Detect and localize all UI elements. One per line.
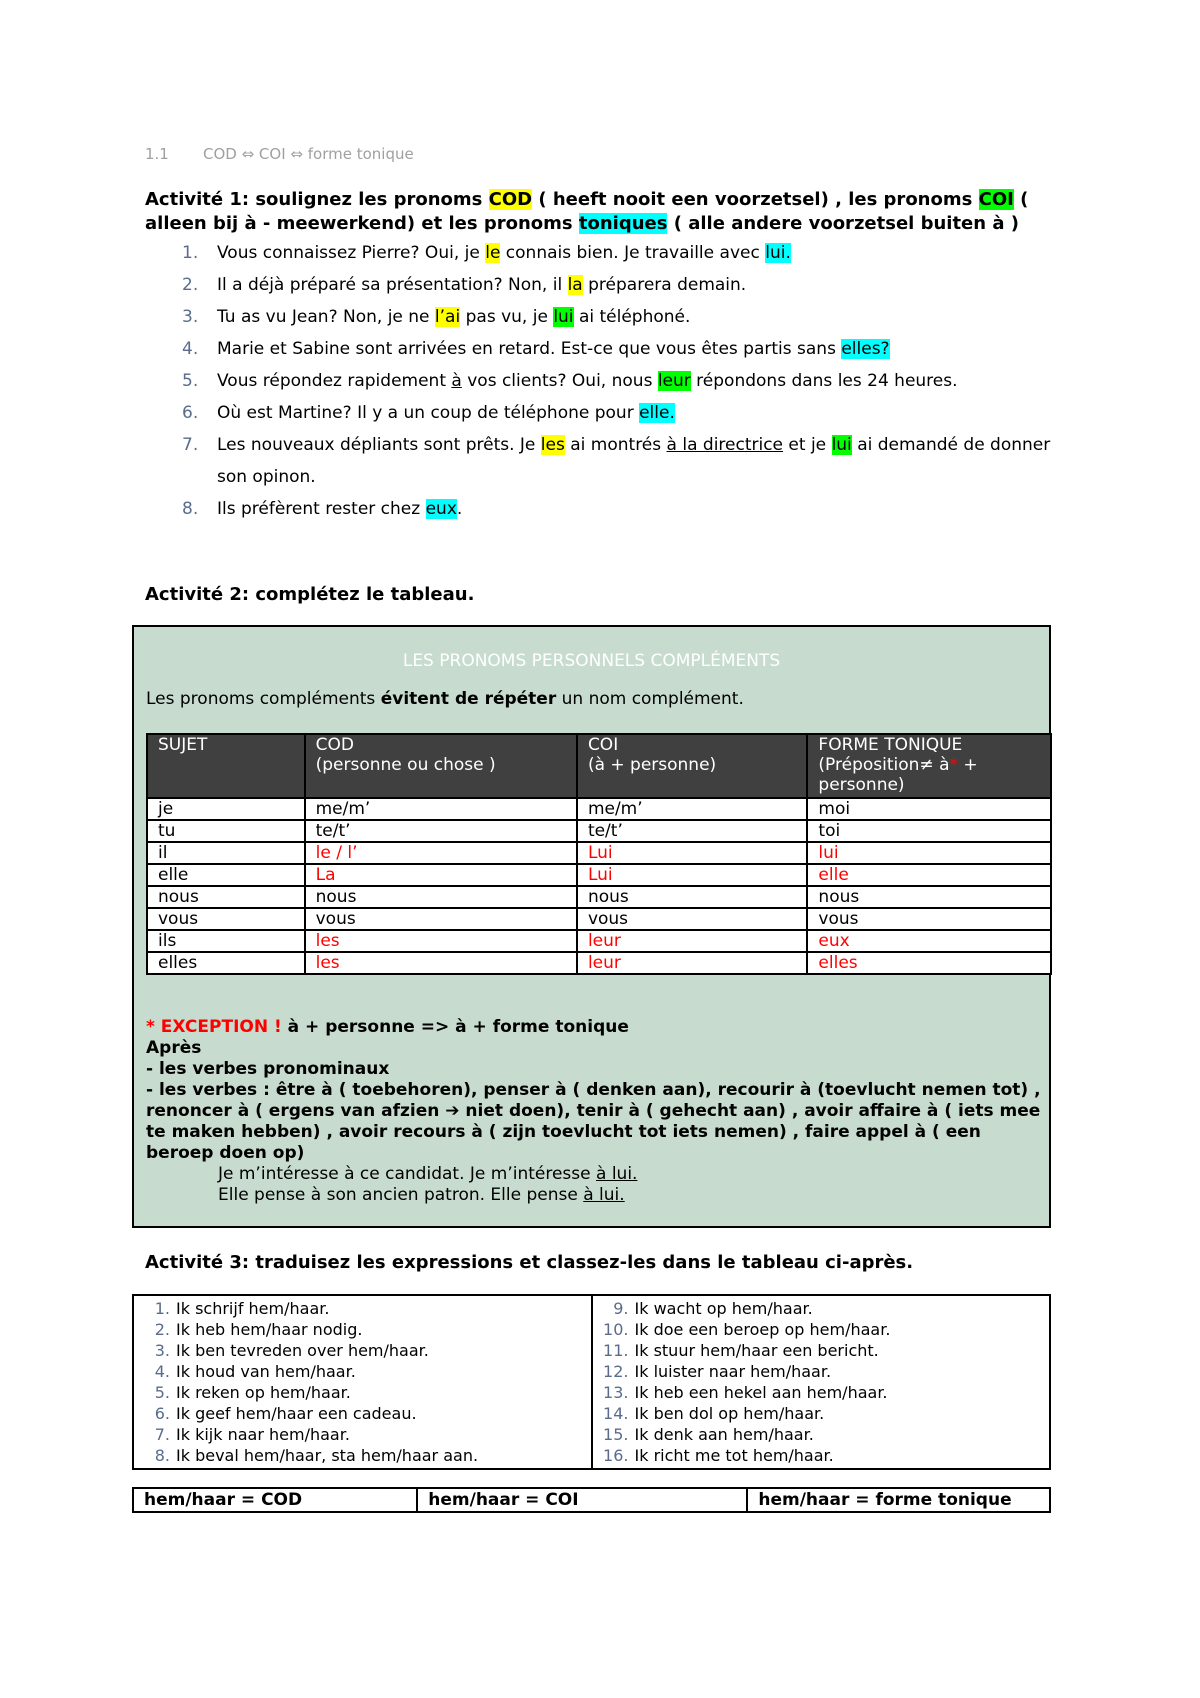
exception-apres: Après — [146, 1038, 202, 1058]
highlight-tonique: elle. — [639, 403, 675, 423]
item-number: 4. — [182, 339, 199, 359]
list-item — [144, 1382, 583, 1403]
header-text: COI — [587, 735, 619, 755]
example-text: Elle pense à son ancien patron. Elle pense — [218, 1185, 584, 1205]
list-item — [145, 397, 1075, 429]
cell-tonique: lui — [807, 842, 1051, 864]
category-cod: hem/haar = COD — [133, 1488, 417, 1512]
cell-cod: les — [305, 952, 577, 974]
item-text: Ik geef hem/haar een cadeau. — [176, 1404, 417, 1423]
header-subtext: (à + personne) — [587, 755, 717, 775]
instr-highlight-toniques: toniques — [578, 213, 668, 234]
instr-text: Activité 1: soulignez les pronoms — [145, 189, 489, 210]
intro-text: Les pronoms compléments — [146, 689, 381, 709]
header-subtext — [818, 755, 1040, 775]
table-row — [147, 886, 1051, 908]
table-row — [147, 842, 1051, 864]
cell-tonique: eux — [807, 930, 1051, 952]
item-text: ai demandé de donner son opinon. — [217, 435, 1051, 487]
item-number: 5. — [182, 371, 199, 391]
cell-coi: Lui — [577, 842, 807, 864]
header-text: SUJET — [158, 735, 208, 755]
list-item — [603, 1403, 1042, 1424]
cell-cod: nous — [305, 886, 577, 908]
list-item — [603, 1298, 1042, 1319]
header-forme-tonique — [807, 734, 1051, 798]
cell-sujet: elles — [147, 952, 305, 974]
item-text: Ik ben tevreden over hem/haar. — [176, 1341, 429, 1360]
cell-cod: La — [305, 864, 577, 886]
list-item — [145, 237, 1075, 269]
item-number: 8. — [154, 1446, 170, 1465]
item-text: Ik heb hem/haar nodig. — [176, 1320, 363, 1339]
header-text: FORME TONIQUE — [818, 735, 963, 755]
highlight-cod: l’ai — [434, 307, 461, 327]
item-number: 10. — [603, 1320, 629, 1339]
highlight-coi: lui — [831, 435, 852, 455]
header-subtext: (personne ou chose ) — [315, 755, 496, 775]
item-number: 6. — [182, 403, 199, 423]
list-item — [603, 1382, 1042, 1403]
item-number: 11. — [603, 1341, 629, 1360]
cell-sujet: il — [147, 842, 305, 864]
item-text: Ik reken op hem/haar. — [176, 1383, 351, 1402]
item-number: 9. — [613, 1299, 629, 1318]
activity1-list — [145, 237, 1075, 525]
cell-cod: le / l’ — [305, 842, 577, 864]
item-text: Où est Martine? Il y a un coup de téléphone pour — [217, 403, 640, 423]
item-text: Les nouveaux dépliants sont prêts. Je — [217, 435, 541, 455]
cell-coi: leur — [577, 930, 807, 952]
header-subtext: personne) — [818, 775, 905, 795]
list-item — [144, 1424, 583, 1445]
activity3-title: Activité 3: traduisez les expressions et classez-les dans le tableau ci-après. — [145, 1252, 914, 1273]
expressions-left-column — [133, 1295, 592, 1469]
item-text: Ik stuur hem/haar een bericht. — [634, 1341, 879, 1360]
instr-highlight-cod: COD — [488, 189, 533, 210]
example-line — [146, 1185, 1041, 1206]
table-row — [133, 1488, 1050, 1512]
item-number: 13. — [603, 1383, 629, 1402]
item-text: répondons dans les 24 heures. — [690, 371, 958, 391]
item-text: Vous répondez rapidement — [217, 371, 452, 391]
item-text: ai téléphoné. — [573, 307, 691, 327]
cell-coi: nous — [577, 886, 807, 908]
highlight-tonique: lui. — [765, 243, 791, 263]
highlight-cod: la — [567, 275, 583, 295]
item-number: 7. — [182, 435, 199, 455]
pronouns-box — [132, 625, 1051, 1228]
table-row — [147, 798, 1051, 820]
item-text: Ik beval hem/haar, sta hem/haar aan. — [176, 1446, 479, 1465]
item-number: 3. — [182, 307, 199, 327]
exception-rule — [146, 1017, 1041, 1038]
section-number: 1.1 — [145, 145, 169, 163]
cell-coi: vous — [577, 908, 807, 930]
highlight-tonique: eux — [425, 499, 457, 519]
item-text: . — [456, 499, 463, 519]
list-item — [145, 301, 1075, 333]
section-title: COD ⇔ COI ⇔ forme tonique — [203, 145, 414, 163]
table-row — [147, 864, 1051, 886]
list-item — [145, 333, 1075, 365]
category-coi: hem/haar = COI — [417, 1488, 747, 1512]
exception-line: - les verbes pronominaux — [146, 1059, 390, 1079]
list-item — [144, 1340, 583, 1361]
highlight-coi: lui — [553, 307, 574, 327]
exception-note — [146, 1017, 1041, 1206]
cell-tonique: nous — [807, 886, 1051, 908]
list-item — [603, 1445, 1042, 1466]
list-item — [144, 1319, 583, 1340]
item-text: Ik luister naar hem/haar. — [634, 1362, 832, 1381]
item-text: Il a déjà préparé sa présentation? Non, il — [217, 275, 568, 295]
cell-sujet: elle — [147, 864, 305, 886]
cell-coi: Lui — [577, 864, 807, 886]
item-number: 15. — [603, 1425, 629, 1444]
item-number: 4. — [154, 1362, 170, 1381]
item-number: 2. — [182, 275, 199, 295]
table-row — [147, 820, 1051, 842]
list-item — [144, 1403, 583, 1424]
item-text: pas vu, je — [460, 307, 554, 327]
instr-text: ( alleen bij à - meewerkend) et les pronoms — [145, 189, 1029, 234]
exception-rule-text: à + personne => à + forme tonique — [281, 1017, 629, 1037]
cell-tonique: moi — [807, 798, 1051, 820]
cell-sujet: je — [147, 798, 305, 820]
exception-line — [146, 1080, 1041, 1164]
item-number: 5. — [154, 1383, 170, 1402]
item-text: Ik denk aan hem/haar. — [634, 1425, 814, 1444]
cell-cod: les — [305, 930, 577, 952]
item-text: Ik schrijf hem/haar. — [176, 1299, 330, 1318]
table-row — [147, 930, 1051, 952]
cell-cod: vous — [305, 908, 577, 930]
item-text: Tu as vu Jean? Non, je ne — [217, 307, 435, 327]
intro-text: un nom complément. — [556, 689, 744, 709]
highlight-cod: le — [485, 243, 501, 263]
asterisk-mark: * — [949, 755, 958, 775]
underlined-text: à — [451, 371, 462, 391]
header-cod — [305, 734, 577, 798]
exception-label: * EXCEPTION ! — [146, 1017, 282, 1037]
list-item — [603, 1319, 1042, 1340]
list-item — [603, 1340, 1042, 1361]
header-subtext-part: + — [957, 755, 978, 775]
item-number: 3. — [154, 1341, 170, 1360]
arrow-icon: ➔ — [445, 1101, 460, 1121]
header-subtext-part: (Préposition≠ à — [818, 755, 950, 775]
header-sujet — [147, 734, 305, 798]
cell-sujet: ils — [147, 930, 305, 952]
item-number: 7. — [154, 1425, 170, 1444]
cell-coi: me/m’ — [577, 798, 807, 820]
cell-cod: te/t’ — [305, 820, 577, 842]
list-item — [145, 429, 1075, 493]
cell-tonique: elles — [807, 952, 1051, 974]
highlight-tonique: elles? — [841, 339, 890, 359]
item-text: Ils préfèrent rester chez — [217, 499, 426, 519]
cell-cod: me/m’ — [305, 798, 577, 820]
intro-bold: évitent de répéter — [380, 689, 557, 709]
activity1-instruction — [145, 188, 1075, 236]
cell-tonique: toi — [807, 820, 1051, 842]
item-number: 2. — [154, 1320, 170, 1339]
list-item — [144, 1298, 583, 1319]
item-text: Ik doe een beroep op hem/haar. — [634, 1320, 891, 1339]
item-text: ai montrés — [564, 435, 667, 455]
highlight-coi: leur — [657, 371, 691, 391]
pronouns-table — [146, 733, 1052, 975]
list-item — [144, 1445, 583, 1466]
item-text: Ik ben dol op hem/haar. — [634, 1404, 825, 1423]
cell-coi: leur — [577, 952, 807, 974]
item-text: Ik kijk naar hem/haar. — [176, 1425, 350, 1444]
example-underlined: à lui. — [583, 1185, 625, 1205]
item-text: Vous connaissez Pierre? Oui, je — [217, 243, 486, 263]
table-header-row — [147, 734, 1051, 798]
example-text: Je m’intéresse à ce candidat. Je m’intéresse — [218, 1164, 596, 1184]
list-item — [603, 1361, 1042, 1382]
cell-coi: te/t’ — [577, 820, 807, 842]
section-heading — [145, 145, 414, 163]
item-text: Ik houd van hem/haar. — [176, 1362, 356, 1381]
item-number: 16. — [603, 1446, 629, 1465]
item-text: préparera demain. — [582, 275, 747, 295]
list-item — [144, 1361, 583, 1382]
item-text: vos clients? Oui, nous — [461, 371, 658, 391]
list-item — [145, 269, 1075, 301]
cell-sujet: tu — [147, 820, 305, 842]
header-coi — [577, 734, 807, 798]
box-title: LES PRONOMS PERSONNELS COMPLÉMENTS — [402, 651, 781, 671]
item-text: Marie et Sabine sont arrivées en retard. Est-ce que vous êtes partis sans — [217, 339, 842, 359]
header-text: COD — [315, 735, 354, 755]
expressions-right-column — [592, 1295, 1051, 1469]
instr-highlight-coi: COI — [978, 189, 1014, 210]
item-number: 14. — [603, 1404, 629, 1423]
item-number: 1. — [154, 1299, 170, 1318]
list-item — [145, 365, 1075, 397]
table-row — [147, 952, 1051, 974]
cell-tonique: vous — [807, 908, 1051, 930]
item-text: Ik heb een hekel aan hem/haar. — [634, 1383, 888, 1402]
cell-sujet: nous — [147, 886, 305, 908]
expressions-table — [132, 1294, 1051, 1470]
example-underlined: à lui. — [596, 1164, 638, 1184]
item-text: et je — [783, 435, 832, 455]
item-text: connais bien. Je travaille avec — [500, 243, 766, 263]
item-text: Ik wacht op hem/haar. — [634, 1299, 813, 1318]
instr-text: ( heeft nooit een voorzetsel) , les pronoms — [532, 189, 979, 210]
item-text: Ik richt me tot hem/haar. — [634, 1446, 834, 1465]
item-number: 8. — [182, 499, 199, 519]
table-row — [133, 1295, 1050, 1469]
category-forme-tonique: hem/haar = forme tonique — [747, 1488, 1050, 1512]
cell-sujet: vous — [147, 908, 305, 930]
exception-text: niet doen), tenir à ( gehecht aan) , avoir affaire à ( iets mee te maken hebben) , avoir recours à ( zijn toevlucht tot iets nemen) , faire appel à ( een beroep doen op) — [146, 1101, 1041, 1163]
item-number: 12. — [603, 1362, 629, 1381]
item-number: 1. — [182, 243, 199, 263]
example-line — [146, 1164, 1041, 1185]
exception-text: - les verbes : être à ( toebehoren), penser à ( denken aan), recourir à (toevlucht nemen tot) , renoncer à ( ergens van afzien — [146, 1080, 1041, 1121]
highlight-cod: les — [540, 435, 565, 455]
box-intro — [146, 689, 744, 709]
list-item — [603, 1424, 1042, 1445]
cell-tonique: elle — [807, 864, 1051, 886]
classification-table — [132, 1487, 1051, 1513]
list-item — [145, 493, 1075, 525]
instr-text: ( alle andere voorzetsel buiten à ) — [667, 213, 1019, 234]
activity2-title: Activité 2: complétez le tableau. — [145, 584, 475, 605]
underlined-text: à la directrice — [666, 435, 784, 455]
item-number: 6. — [154, 1404, 170, 1423]
table-row — [147, 908, 1051, 930]
